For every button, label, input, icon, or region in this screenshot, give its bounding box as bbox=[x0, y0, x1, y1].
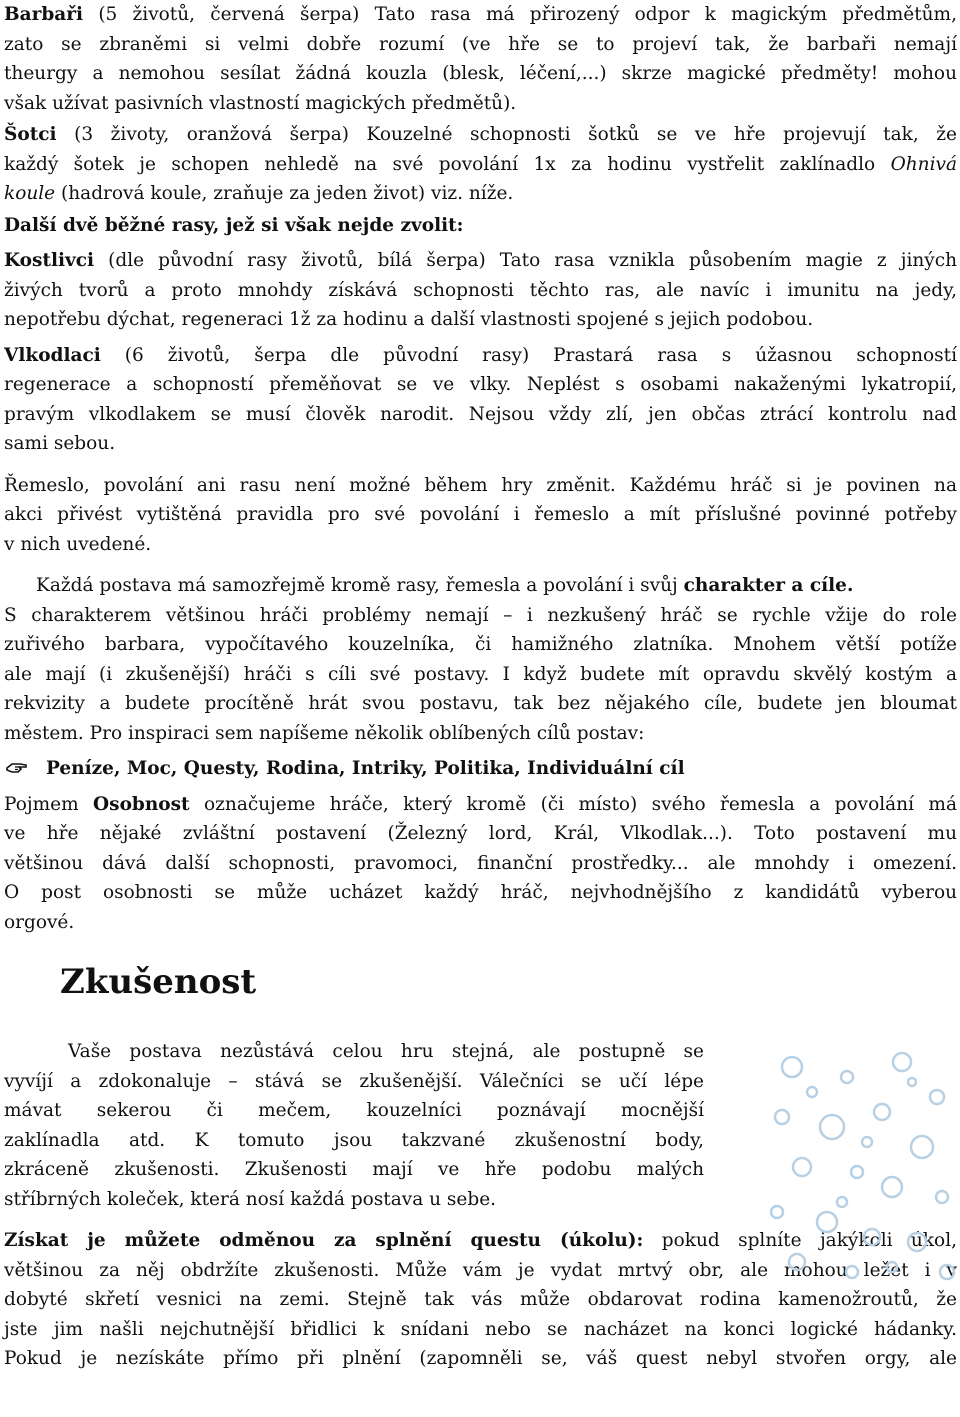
race-name-barbari: Barbaři bbox=[4, 4, 84, 25]
paragraph-charakter: Každá postava má samozřejmě kromě rasy, řemesla a povolání i svůj charakter a cíle. bbox=[36, 575, 854, 596]
paragraph-ziskat: Získat je můžete odměnou za splnění questu (úkolu): pokud splníte jakýkoli úkol, bbox=[4, 1230, 957, 1251]
goals-list: Peníze, Moc, Questy, Rodina, Intriky, Politika, Individuální cíl bbox=[4, 754, 957, 784]
paragraph-remeslo: Řemeslo, povolání ani rasu není možné během hry změnit. Každému hráč si je povinen na bbox=[4, 474, 957, 496]
race-name-vlkodlaci: Vlkodlaci bbox=[4, 344, 101, 366]
paragraph-vlkodlaci: Vlkodlaci (6 životů, šerpa dle původní rasy) Prastará rasa s úžasnou schopností bbox=[4, 344, 957, 366]
paragraph-barbari: Barbaři (5 životů, červená šerpa) Tato rasa má přirozený odpor k magickým předmětům, bbox=[4, 4, 957, 25]
experience-section: Vaše postava nezůstává celou hru stejná, ale postupně se vyvíjí a zdokonaluje – stává se zkušenější. Válečníci se učí lépe mávat sekerou či mečem, kouzelníci poznávají mocnější zaklínadla atd. K tomuto jsou takzvané zkušenostní body, zkráceně zkušenosti. Zkušenosti mají ve hře podobu malých stříbrných koleček, která nosí každá postava u sebe. bbox=[4, 1037, 957, 1214]
race-name-kostlivci: Kostlivci bbox=[4, 250, 95, 271]
race-name-sotci: Šotci bbox=[4, 124, 57, 145]
paragraph-sotci: Šotci (3 životy, oranžová šerpa) Kouzelné schopnosti šotků se ve hře projevují tak, že bbox=[4, 124, 957, 145]
section-heading-zkusenost: Zkušenost bbox=[60, 962, 257, 1002]
pointing-hand-icon bbox=[6, 754, 26, 784]
other-races-heading: Další dvě běžné rasy, jež si však nejde zvolit: bbox=[4, 214, 464, 236]
silver-rings-image bbox=[752, 1037, 960, 1287]
document-page: Barbaři (5 životů, červená šerpa) Tato rasa má přirozený odpor k magickým předmětům, zato se zbraněmi si velmi dobře rozumí (ve hře se to projeví tak, že barbaři nemají theurgy a nemohou sesílat žádná kouzla (blesk, léčení,...) skrze magické předměty! mohou však užívat pasivních vlastností magických předmětů). Šotci (3 životy, oranžová šerpa) Kouzelné schopnosti šotků se ve hře projevují tak, že každý šotek je schopen nehledě na své povolání 1x za hodinu vystřelit zaklínadlo Ohnivá koule (hadrová koule, zraňuje za jeden život) viz. níže. Další dvě běžné rasy, jež si však nejde zvolit: Kostlivci (dle původní rasy životů, bílá šerpa) Tato rasa vznikla působením magie z jiných živých tvorů a proto mnohdy získává schopnosti těchto ras, ale navíc i imunitu na jedy, nepotřebu dýchat, regeneraci 1ž za hodinu a další vlastnosti spojené s jejich podobou. Vlkodlaci (6 životů, šerpa dle původní rasy) Prastará rasa s úžasnou schopností regenerace a schopností přeměňovat se ve vlky. Neplést s osobami nakaženými lykatropií, pravým vlkodlakem se musí člověk narodit. Nejsou vždy zlí, jen občas ztrácí kontrolu nad sami sebou. Řemeslo, povolání ani rasu není možné během hry změnit. Každému hráč si je povinen na akci přivést vytištěná pravidla pro své povolání i řemeslo a mít příslušné povinné potřeby v nich uvedené. Každá postava má samozřejmě kromě rasy, řemesla a povolání i svůj charakter a cíle. S charakterem většinou hráči problémy nemají – i nezkušený hráč se rychle vžije do role zuřivého barbara, vypočítavého kouzelníka, či hamižného zlatníka. Mnohem větší potíže ale mají (i zkušenější) hráči s cíli své postavy. I když budete mít opravdu skvělý kostým a rekvizity a budete procítěně hrát svou postavu, tak bez nějakého cíle, budete jen bloumat městem. Pro inspiraci sem napíšeme několik oblíbených cílů postav: Peníze, Moc, Questy, Rodina, Intriky, Politika, Individuální cíl Pojmem Osobnost označujeme hráče, který kromě (či místo) svého řemesla a povolání má ve hře nějaké zvláštní postavení (Železný lord, Král, Vlkodlak...). Toto postavení mu většinou dává další schopnosti, pravomoci, finanční prostředky... ale mnohdy i omezení. O post osobnosti se může ucházet každý hráč, nejvhodnějšího z kandidátů vyberou orgové. Zkušenost Vaše postava nezůstává celou hru stejná, ale postupně se vyvíjí a zdokonaluje – stává se zkušenější. Válečníci se učí lépe mávat sekerou či mečem, kouzelníci poznávají mocnější zaklínadla atd. K tomuto jsou takzvané zkušenostní body, zkráceně zkušenosti. Zkušenosti mají ve hře podobu malých stříbrných koleček, která nosí každá postava u sebe. Získat je můžete odměnou za splnění questu (úkolu): pokud splníte jakýkoli úkol, většinou za něj obdržíte zkušenosti. Může vám je vydat mrtvý obr, ale mohou ležet i v dobyté skřetí vesnici na zemi. Stejně tak vás může obdarovat rodina kamenožroutů, že jste jim našli nejchutnější břidlici k snídani nebo se nacházet na konci logické hádanky. Pokud je nezískáte přímo při plnění (zapomněli se, váš quest nebyl stvořen orgy, ale bbox=[4, 0, 957, 1374]
paragraph-osobnost: Pojmem Osobnost označujeme hráče, který kromě (či místo) svého řemesla a povolání má bbox=[4, 793, 957, 815]
paragraph-kostlivci: Kostlivci (dle původní rasy životů, bílá šerpa) Tato rasa vznikla působením magie z jiných bbox=[4, 250, 958, 271]
